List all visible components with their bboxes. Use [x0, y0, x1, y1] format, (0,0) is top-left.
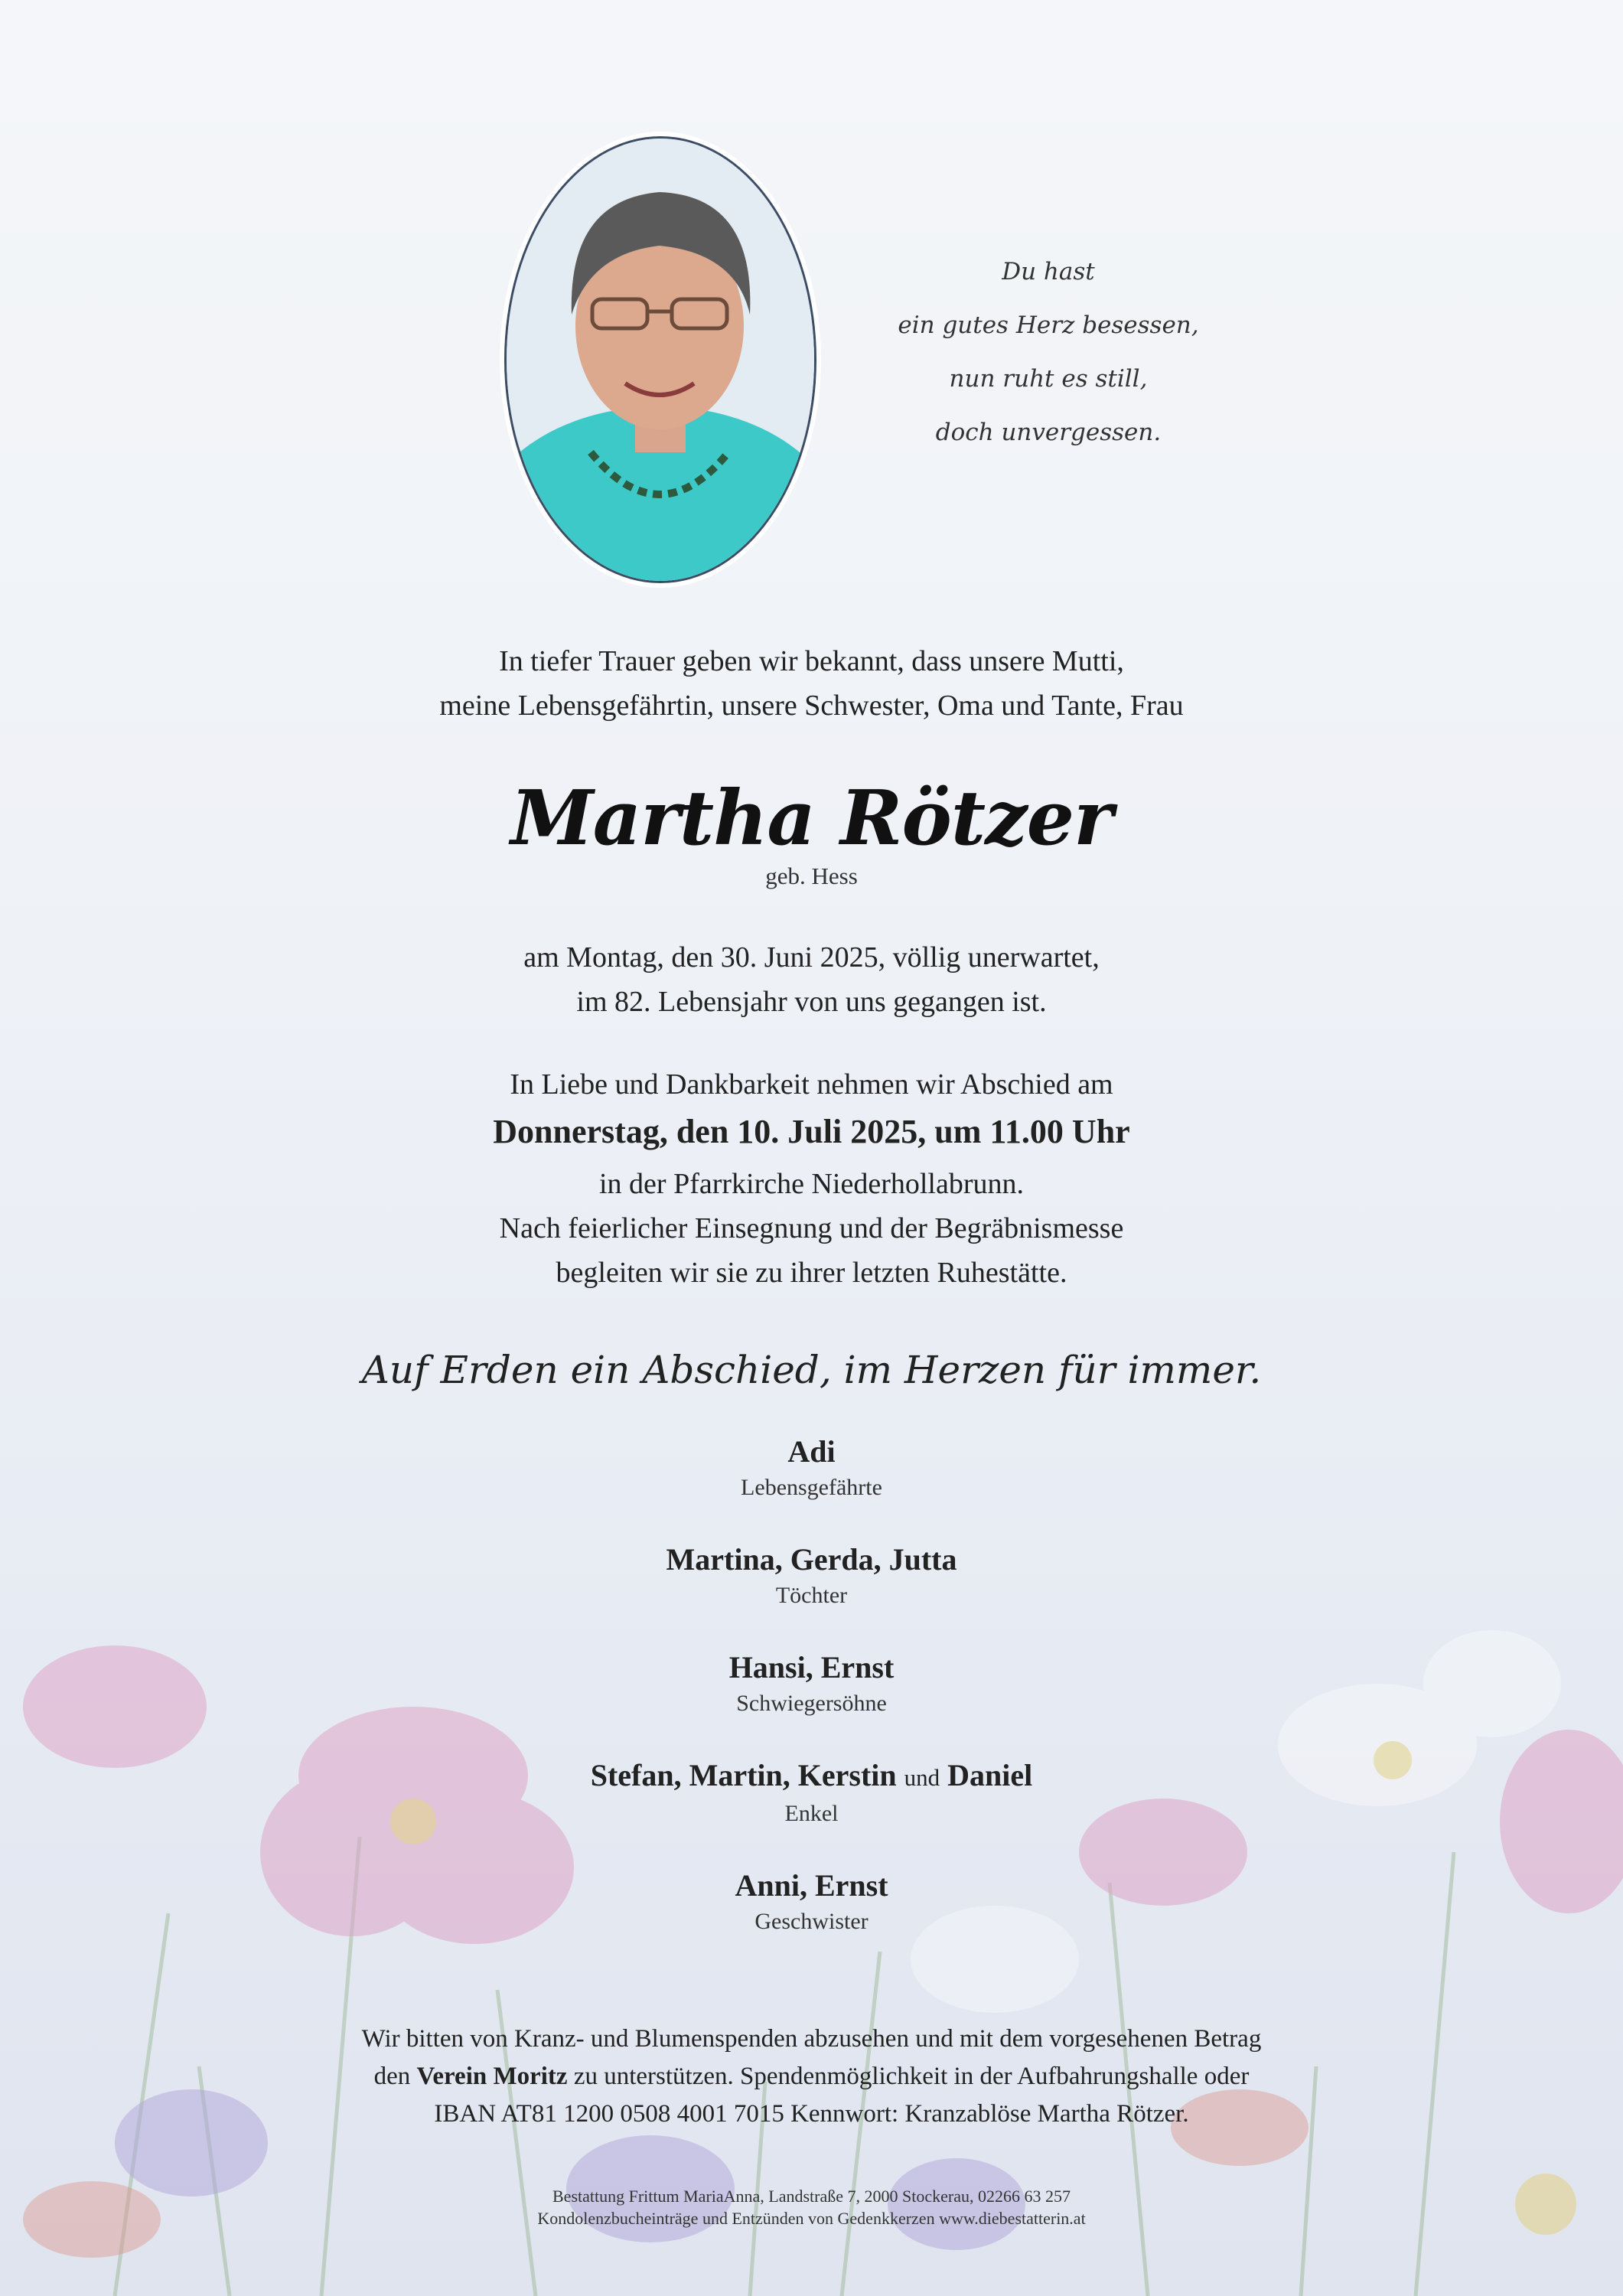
- donation-line: Wir bitten von Kranz- und Blumenspenden abzusehen und mit dem vorgesehenen Betrag: [361, 2025, 1262, 2053]
- mourner-group: [153, 1755, 1470, 1829]
- mourner-relation: Töchter: [775, 1583, 848, 1608]
- funeral-date: Donnerstag, den 10. Juli 2025, um 11.00 Uhr: [493, 1113, 1130, 1150]
- farewell-lead: In Liebe und Dankbarkeit nehmen wir Abschied am: [510, 1068, 1113, 1101]
- portrait-photo: [504, 136, 816, 583]
- funeral-line: begleiten wir sie zu ihrer letzten Ruhestätte.: [556, 1257, 1067, 1289]
- donation-text: zu unterstützen. Spendenmöglichkeit in der Aufbahrungshalle oder: [567, 2063, 1250, 2090]
- donation-line: [153, 2058, 1470, 2095]
- intro-line: meine Lebensgefährtin, unsere Schwester, Oma und Tante, Frau: [439, 690, 1184, 722]
- mourner-relation: Lebensgefährte: [741, 1475, 882, 1500]
- mourner-names: [153, 1755, 1470, 1799]
- death-line: am Montag, den 30. Juni 2025, völlig unerwartet,: [523, 941, 1100, 974]
- iban-line: IBAN AT81 1200 0508 4001 7015 Kennwort: Kranzablöse Martha Rötzer.: [434, 2100, 1189, 2128]
- funeral-home-footer: [153, 2185, 1470, 2229]
- mourner-group: [153, 1431, 1470, 1503]
- death-line: im 82. Lebensjahr von uns gegangen ist.: [576, 986, 1047, 1018]
- mourner-group: [153, 1647, 1470, 1719]
- condolence-info: Kondolenzbucheinträge und Entzünden von Gedenkkerzen www.diebestatterin.at: [537, 2209, 1086, 2228]
- poem: [849, 245, 1247, 459]
- mourner-relation: Schwiegersöhne: [736, 1691, 887, 1716]
- funeral-details: [153, 1162, 1470, 1295]
- mourner-names: Anni, Ernst: [735, 1868, 888, 1903]
- mourner-names-part: Daniel: [947, 1758, 1033, 1792]
- poem-line: nun ruht es still,: [949, 365, 1148, 393]
- mourner-joiner: und: [904, 1764, 940, 1791]
- charity-name: Verein Moritz: [416, 2063, 568, 2090]
- funeral-location: in der Pfarrkirche Niederhollabrunn.: [598, 1168, 1024, 1200]
- poem-line: Du hast: [1002, 258, 1095, 285]
- mourner-relation: Geschwister: [754, 1909, 869, 1934]
- mourner-names: Adi: [787, 1434, 836, 1469]
- poem-line: doch unvergessen.: [935, 419, 1162, 446]
- funeral-line: Nach feierlicher Einsegnung und der Begräbnismesse: [499, 1212, 1124, 1244]
- mourner-group: [153, 1539, 1470, 1611]
- mourners-list: [153, 1431, 1470, 1973]
- maiden-name: geb. Hess: [765, 863, 858, 889]
- death-notice: [153, 935, 1470, 1024]
- poem-line: ein gutes Herz besessen,: [898, 311, 1199, 339]
- mourner-names-part: Stefan, Martin, Kerstin: [590, 1758, 897, 1792]
- deceased-name: Martha Rötzer: [510, 775, 1113, 863]
- donation-request: [153, 2020, 1470, 2133]
- intro-line: In tiefer Trauer geben wir bekannt, dass unsere Mutti,: [499, 645, 1124, 677]
- funeral-home-address: Bestattung Frittum MariaAnna, Landstraße 7, 2000 Stockerau, 02266 63 257: [552, 2187, 1071, 2206]
- mourner-names: Hansi, Ernst: [728, 1650, 895, 1684]
- mourner-group: [153, 1865, 1470, 1937]
- mourner-relation: Enkel: [784, 1801, 839, 1826]
- mourner-names: Martina, Gerda, Jutta: [666, 1542, 957, 1577]
- donation-text: den: [373, 2063, 417, 2090]
- announcement-intro: [153, 639, 1470, 728]
- motto: Auf Erden ein Abschied, im Herzen für immer.: [361, 1348, 1262, 1392]
